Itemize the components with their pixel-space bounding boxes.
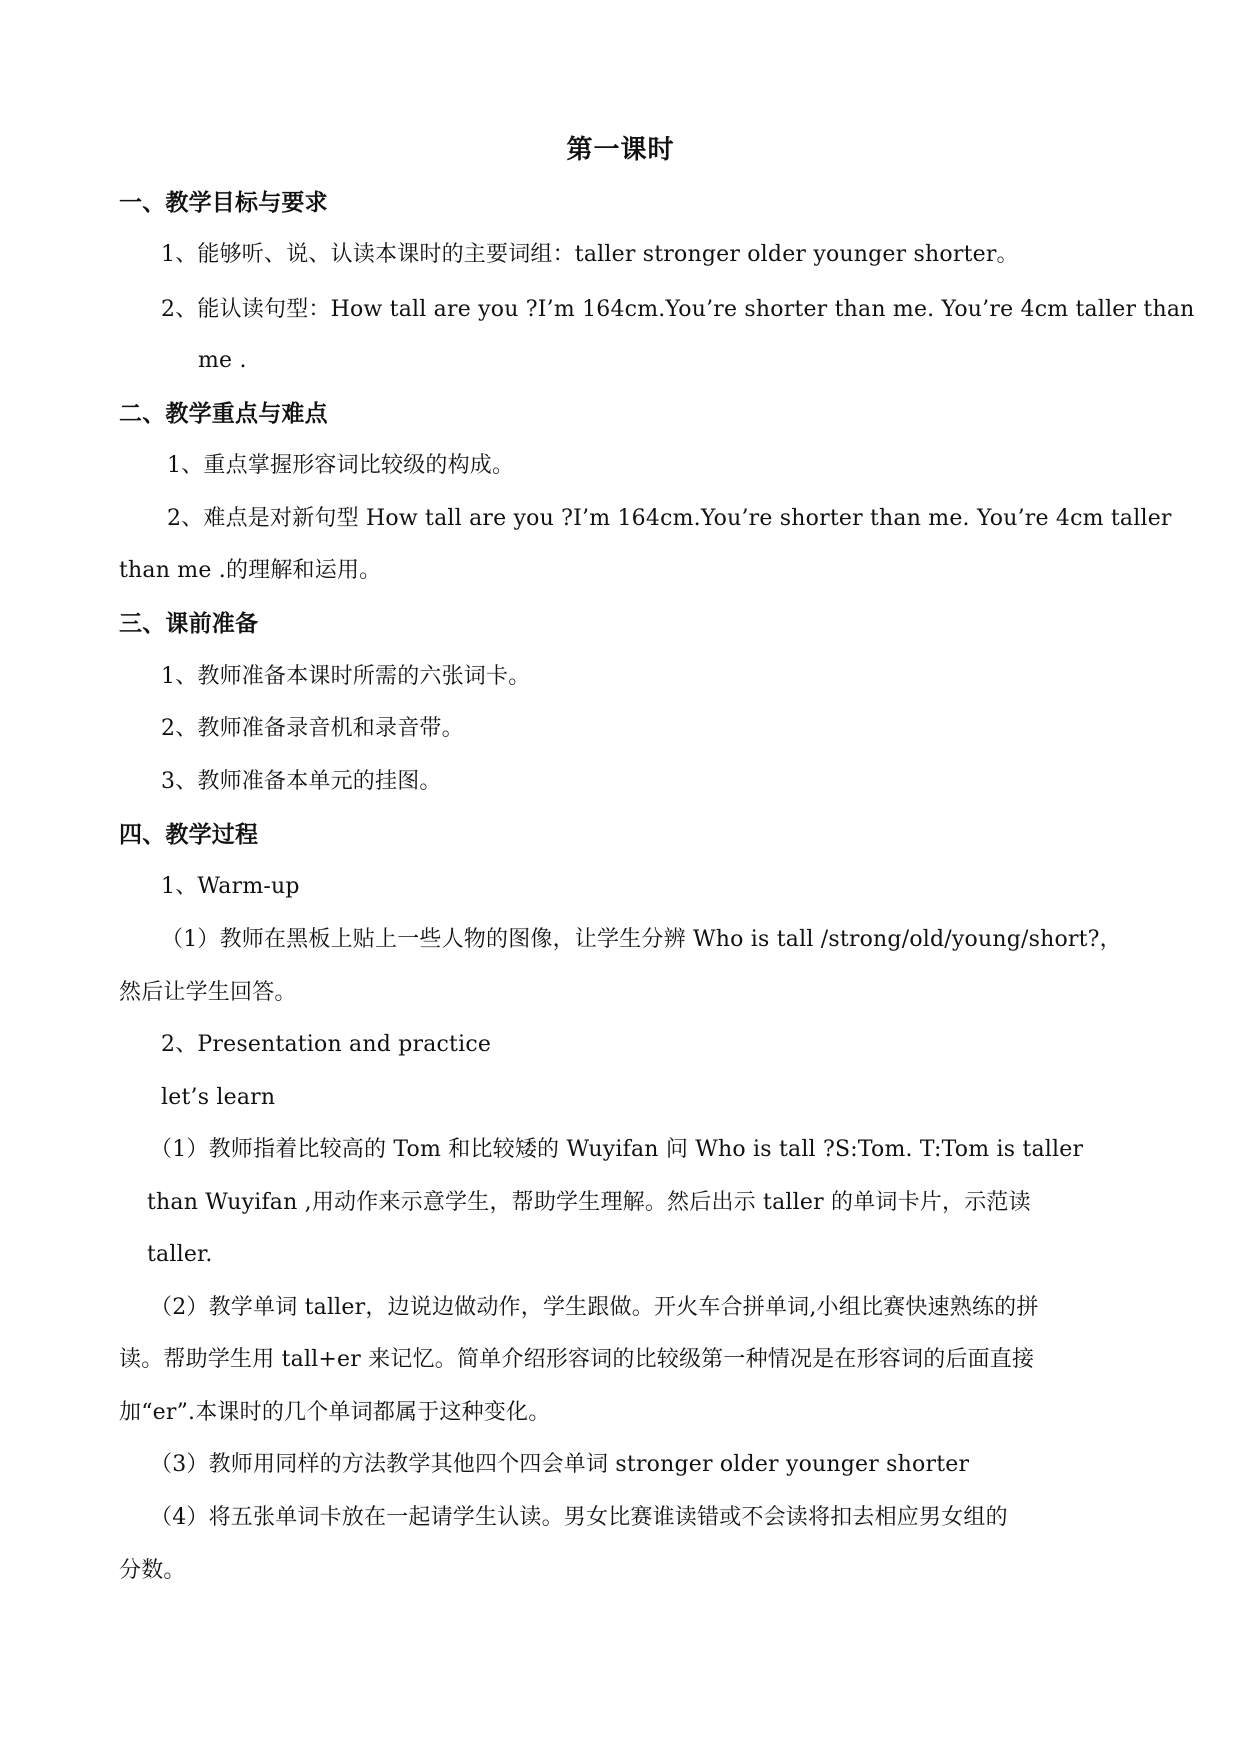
section2-item-1: 1、重点掌握形容词比较级的构成。 bbox=[167, 453, 515, 478]
section4-para-1-line3: taller. bbox=[147, 1242, 213, 1267]
section4-step-2: 2、Presentation and practice bbox=[161, 1032, 492, 1057]
section4-step-1-para-line2: 然后让学生回答。 bbox=[119, 980, 297, 1005]
section4-para-4-line2: 分数。 bbox=[119, 1558, 186, 1583]
section4-para-4-line1: （4）将五张单词卡放在一起请学生认读。男女比赛谁读错或不会读将扣去相应男女组的 bbox=[150, 1505, 1008, 1530]
section2-item-2-line1: 2、难点是对新句型 How tall are you ?I’m 164cm.You’re shorter than me. You’re 4cm taller bbox=[167, 506, 1172, 531]
section1-item-1: 1、能够听、说、认读本课时的主要词组：taller stronger older younger shorter。 bbox=[161, 242, 1019, 267]
section3-item-3: 3、教师准备本单元的挂图。 bbox=[161, 769, 442, 794]
section3-item-1: 1、教师准备本课时所需的六张词卡。 bbox=[161, 664, 531, 689]
section4-step-1: 1、Warm-up bbox=[161, 874, 300, 899]
section4-para-3-line1: （3）教师用同样的方法教学其他四个四会单词 stronger older younger shorter bbox=[150, 1452, 970, 1477]
section4-para-2-line2: 读。帮助学生用 tall+er 来记忆。简单介绍形容词的比较级第一种情况是在形容词的后面直接 bbox=[119, 1347, 1035, 1372]
page-title: 第一课时 bbox=[566, 135, 675, 165]
section4-para-1-line2: than Wuyifan ,用动作来示意学生，帮助学生理解。然后出示 taller 的单词卡片，示范读 bbox=[147, 1190, 1031, 1215]
section4-para-2-line3: 加“er”.本课时的几个单词都属于这种变化。 bbox=[119, 1400, 551, 1425]
section4-para-1-line1: （1）教师指着比较高的 Tom 和比较矮的 Wuyifan 问 Who is tall ?S:Tom. T:Tom is taller bbox=[150, 1137, 1084, 1162]
section1-item-2-line2: me . bbox=[198, 348, 247, 373]
section-heading-1: 一、教学目标与要求 bbox=[119, 189, 328, 216]
section4-step-1-para-line1: （1）教师在黑板上贴上一些人物的图像，让学生分辨 Who is tall /strong/old/young/short?， bbox=[161, 927, 1122, 952]
section-heading-2: 二、教学重点与难点 bbox=[119, 400, 328, 427]
section4-step-2-sub: let’s learn bbox=[161, 1085, 276, 1110]
section-heading-3: 三、课前准备 bbox=[119, 610, 259, 637]
section2-item-2-line2: than me .的理解和运用。 bbox=[119, 558, 382, 583]
section3-item-2: 2、教师准备录音机和录音带。 bbox=[161, 716, 464, 741]
section4-para-2-line1: （2）教学单词 taller，边说边做动作，学生跟做。开火车合拼单词,小组比赛快速熟练的拼 bbox=[150, 1295, 1039, 1320]
section1-item-2-line1: 2、能认读句型：How tall are you ?I’m 164cm.You’re shorter than me. You’re 4cm taller than bbox=[161, 297, 1195, 322]
section-heading-4: 四、教学过程 bbox=[119, 821, 259, 848]
